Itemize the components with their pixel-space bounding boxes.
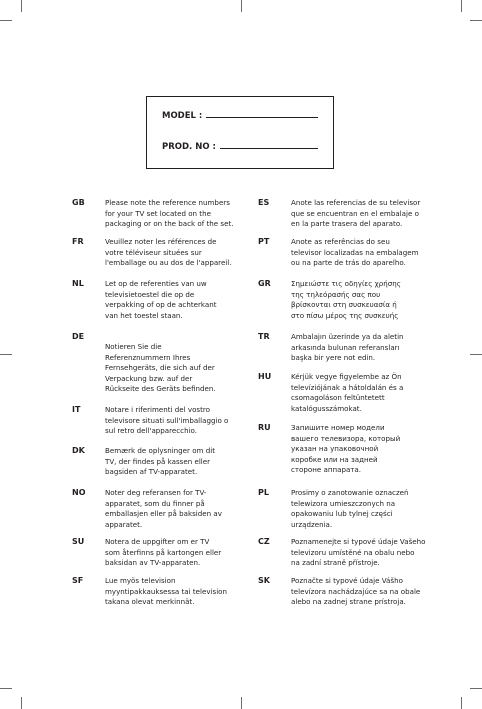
crop-mark [470,20,482,21]
entry-text [105,405,228,437]
text-line: alebo na zadnej strane prístroja. [291,597,406,607]
left-column [72,198,242,618]
text-line: katalógusszámokat. [291,403,362,413]
entry-text [105,279,217,321]
text-line: en la parte trasera del aparato. [291,219,403,229]
text-line: van het toestel staan. [105,310,183,320]
text-line: Rückseite des Geräts befinden. [105,384,216,394]
text-line: коробке или на задней [291,454,378,464]
text-line: Anote as referências do seu [291,237,390,246]
text-line: указан на упаковочной [291,444,379,454]
entry-text [105,198,234,230]
text-line: verpakking of op de achterkant [105,300,217,310]
language-code: FR [72,237,84,246]
entry-text [105,537,221,569]
language-code: SK [258,576,270,585]
crop-mark [470,354,482,355]
text-line: emballasjen eller på baksiden av [105,509,222,519]
text-line: televízora nachádzajúce sa na obale [291,586,421,596]
text-line: for your TV set located on the [105,208,211,218]
text-line: Verpackung bzw. auf der [105,373,193,383]
model-blank-line [206,108,318,118]
text-line: opakowaniu lub tylnej części [291,509,393,519]
text-line: arkasında bulunan referansları [291,342,400,352]
text-line: TV, der findes på kassen eller [105,456,211,466]
text-line: televisore situati sull'imballaggio o [105,415,229,425]
text-line: takana olevat merkinnät. [105,597,195,607]
text-line: başka bir yere not edin. [291,353,376,363]
text-line: votre téléviseur situées sur [105,247,202,257]
text-line: Bemærk de oplysninger om dit [105,446,215,455]
crop-mark [241,0,242,12]
text-line: na zadní straně přístroje. [291,558,380,568]
model-label: MODEL : [162,111,203,121]
language-code: PL [258,488,269,497]
text-line: Referenznummern Ihres [105,352,191,362]
text-line: bagsiden af TV-apparatet. [105,467,198,477]
text-line: Notera de uppgifter om er TV [105,537,210,546]
entry-text [291,423,400,476]
crop-mark [461,0,462,12]
entry-text [105,576,227,608]
text-line: Veuillez noter les références de [105,237,217,246]
text-line: Let op de referenties van uw [105,279,207,288]
text-line: Kérjük vegye figyelembe az Ön [291,372,402,381]
crop-mark [21,0,22,12]
right-column [258,198,428,618]
text-line: Please note the reference numbers [105,198,230,207]
entry-text [291,332,404,364]
text-line: urządzenia. [291,519,333,529]
text-line: Запишите номер модели [291,423,385,432]
crop-mark [0,354,12,355]
crop-mark [470,688,482,689]
entry-text [291,537,425,569]
entry-text [105,446,215,478]
entry-text [105,342,216,395]
text-line: Poznamenejte si typové údaje Vašeho [291,537,426,546]
entry-text [105,237,232,269]
text-line: Notare i riferimenti del vostro [105,405,211,414]
prod-no-blank-line [220,139,318,149]
language-code: GB [72,198,85,207]
language-code: PT [258,237,270,246]
entry-text [291,198,420,230]
language-code: RU [258,423,271,432]
language-code: DK [72,446,85,455]
entry-text [291,279,401,321]
text-line: telewizora umieszczonych na [291,498,396,508]
text-line: televisietoestel die op de [105,289,195,299]
language-code: HU [258,372,272,381]
language-code: IT [72,405,81,414]
text-line: Fernsehgeräts, die sich auf der [105,363,215,373]
language-code: SU [72,537,85,546]
text-line: sul retro dell'apparecchio. [105,426,198,436]
text-line: apparatet, som du finner på [105,498,205,508]
text-line: Anote las referencias de su televisor [291,198,421,207]
prod-no-label: PROD. NO : [162,142,216,152]
text-line: l'emballage ou au dos de l'appareil. [105,258,232,268]
language-code: CZ [258,537,270,546]
crop-mark [241,697,242,709]
language-code: TR [258,332,270,341]
language-code: GR [258,279,271,288]
entry-text [291,576,420,608]
text-line: ou na parte de trás do aparelho. [291,258,406,268]
crop-mark [0,688,12,689]
model-number-box [146,96,334,169]
text-line: som återfinns på kartongen eller [105,547,222,557]
text-line: apparatet. [105,519,143,529]
text-line: Notieren Sie die [105,342,162,351]
text-line: Ambalajın üzerinde ya da aletin [291,332,404,341]
text-line: que se encuentran en el embalaje o [291,208,419,218]
text-line: της τηλεόρασής σας που [291,289,381,299]
entry-text [291,372,403,414]
language-code: NO [72,488,86,497]
text-line: Lue myös television [105,576,176,585]
text-line: Σημειώστε τις οδηγίες χρήσης [291,279,401,288]
text-line: packaging or on the back of the set. [105,219,234,229]
text-line: βρίσκονται στη συσκευασία ή [291,300,397,310]
crop-mark [21,697,22,709]
text-line: myyntipakkauksessa tai television [105,586,228,596]
entry-text [291,237,419,269]
language-code: ES [258,198,270,207]
text-line: baksidan av TV-apparaten. [105,558,201,568]
text-line: televizoru umístěné na obalu nebo [291,547,415,557]
entry-text [291,488,409,530]
text-line: televíziójának a hátoldalán és a [291,382,404,392]
crop-mark [461,697,462,709]
text-line: Poznačte si typové údaje Vášho [291,576,403,585]
model-line [162,108,318,121]
text-line: στο πίσω μέρος της συσκευής [291,310,399,320]
crop-mark [0,20,12,21]
text-line: Prosimy o zanotowanie oznaczeń [291,488,409,497]
text-line: стороне аппарата. [291,465,362,475]
language-code: DE [72,332,85,341]
text-line: televisor localizadas na embalagem [291,247,419,257]
entry-text [105,488,222,530]
language-code: NL [72,279,84,288]
text-line: csomagoláson feltüntetett [291,393,385,403]
language-code: SF [72,576,84,585]
text-line: вашего телевизора, который [291,433,401,443]
text-line: Noter deg referansen for TV- [105,488,207,497]
prod-no-line [162,139,318,152]
